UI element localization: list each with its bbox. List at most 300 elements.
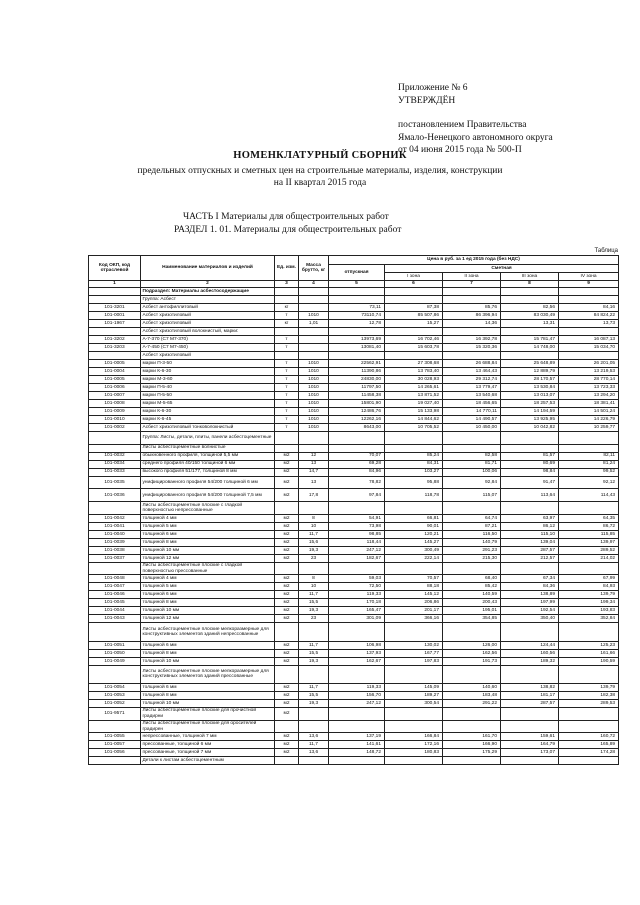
- cell-zone-2: 291,22: [443, 700, 501, 708]
- table-group-row: [89, 432, 619, 445]
- cell-zone-3: 287,57: [501, 700, 559, 708]
- cell-zone-3: 15 781,47: [501, 336, 559, 344]
- cell-zone-2: 354,85: [443, 615, 501, 623]
- empty-cell: [443, 444, 501, 452]
- cell-code: 101-3202: [89, 336, 141, 344]
- cell-release-price: 13081,40: [329, 344, 385, 352]
- cell-unit: м2: [275, 522, 299, 530]
- cell-code: 101-0040: [89, 530, 141, 538]
- table-group-row: [89, 562, 619, 575]
- table-row: [89, 384, 619, 392]
- cell-zone-1: 189,27: [385, 692, 443, 700]
- table-row: [89, 344, 619, 352]
- cell-code: [89, 444, 141, 452]
- table-row: [89, 320, 619, 328]
- cell-zone-3: 113,64: [501, 489, 559, 502]
- cell-name: толщиной 10 мм: [141, 546, 275, 554]
- cell-zone-3: 91,47: [501, 476, 559, 489]
- cell-unit: т: [275, 368, 299, 376]
- subtitle-line-1: предельных отпускных и сметных цен на строительные материалы, изделия, конструкции: [137, 166, 503, 176]
- empty-cell: [501, 665, 559, 683]
- empty-cell: [559, 352, 619, 360]
- cell-zone-2: 116,50: [443, 530, 501, 538]
- decree-line: постановлением Правительства: [398, 120, 527, 130]
- column-number: 5: [329, 281, 385, 288]
- cell-code: 101-0049: [89, 657, 141, 665]
- group-heading: Группа: Асбест: [141, 296, 275, 304]
- cell-mass: 1010: [299, 408, 329, 416]
- empty-cell: [501, 623, 559, 641]
- cell-mass: 13,6: [299, 733, 329, 741]
- cell-name: унифицированного профиля 54/200 толщиной 7,5 мм: [141, 489, 275, 502]
- table-row: [89, 424, 619, 432]
- empty-cell: [559, 328, 619, 336]
- cell-zone-2: 14,36: [443, 320, 501, 328]
- cell-zone-1: 15 133,98: [385, 408, 443, 416]
- cell-zone-3: 84,36: [501, 583, 559, 591]
- cell-zone-1: 15 603,78: [385, 344, 443, 352]
- cell-unit: м2: [275, 452, 299, 460]
- cell-zone-4: 84 824,22: [559, 312, 619, 320]
- cell-zone-3: 350,40: [501, 615, 559, 623]
- approval-block: [398, 82, 628, 157]
- cell-zone-4: 26 201,05: [559, 360, 619, 368]
- table-row: [89, 649, 619, 657]
- cell-name: А-7-370 (С7 М7-370): [141, 336, 275, 344]
- cell-code: 101-0047: [89, 583, 141, 591]
- cell-name: толщиной 12 мм: [141, 615, 275, 623]
- cell-zone-3: 212,57: [501, 554, 559, 562]
- cell-unit: м2: [275, 538, 299, 546]
- cell-unit: м2: [275, 749, 299, 757]
- table-row: [89, 700, 619, 708]
- cell-name: унифицированного профиля 54/200 толщиной 6 мм: [141, 476, 275, 489]
- cell-name: толщиной 4 мм: [141, 514, 275, 522]
- cell-mass: [299, 344, 329, 352]
- cell-unit: т: [275, 408, 299, 416]
- cell-zone-4: 64,35: [559, 514, 619, 522]
- empty-cell: [275, 328, 299, 336]
- cell-zone-4: 289,53: [559, 700, 619, 708]
- cell-release-price: 15801,90: [329, 400, 385, 408]
- cell-mass: 8: [299, 514, 329, 522]
- cell-code: 101-0042: [89, 514, 141, 522]
- empty-cell: [275, 665, 299, 683]
- cell-zone-4: 13 723,33: [559, 384, 619, 392]
- cell-code: 101-0005: [89, 376, 141, 384]
- empty-cell: [385, 288, 443, 296]
- header-zone-1: I зона: [385, 273, 443, 281]
- empty-cell: [299, 296, 329, 304]
- cell-zone-2: 29 312,74: [443, 376, 501, 384]
- price-table: [88, 255, 619, 765]
- cell-unit: м2: [275, 476, 299, 489]
- table-group-row: [89, 720, 619, 733]
- cell-mass: 15,5: [299, 692, 329, 700]
- cell-zone-4: 289,52: [559, 546, 619, 554]
- column-number: 9: [559, 281, 619, 288]
- cell-code: 101-0039: [89, 538, 141, 546]
- table-group-row: [89, 296, 619, 304]
- empty-cell: [329, 562, 385, 575]
- table-row: [89, 684, 619, 692]
- cell-code: 101-0053: [89, 692, 141, 700]
- table-row: [89, 368, 619, 376]
- table-row: [89, 538, 619, 546]
- cell-name: толщиной 10 мм: [141, 700, 275, 708]
- cell-release-price: 59,03: [329, 575, 385, 583]
- empty-cell: [443, 288, 501, 296]
- empty-cell: [275, 720, 299, 733]
- table-row: [89, 575, 619, 583]
- cell-mass: 19,3: [299, 700, 329, 708]
- cell-name: толщиной 12 мм: [141, 554, 275, 562]
- cell-zone-1: 13 871,52: [385, 392, 443, 400]
- cell-zone-1: 145,12: [385, 591, 443, 599]
- cell-name: марки К-6-30: [141, 408, 275, 416]
- cell-unit: м2: [275, 641, 299, 649]
- cell-zone-3: 13,31: [501, 320, 559, 328]
- cell-zone-1: 118,78: [385, 489, 443, 502]
- document-title: НОМЕНКЛАТУРНЫЙ СБОРНИК: [233, 150, 407, 161]
- cell-release-price: 106,98: [329, 641, 385, 649]
- cell-unit: м2: [275, 607, 299, 615]
- cell-zone-3: 181,17: [501, 692, 559, 700]
- cell-zone-4: 16 087,13: [559, 336, 619, 344]
- cell-zone-1: 30 028,93: [385, 376, 443, 384]
- cell-code: 101-0048: [89, 575, 141, 583]
- table-row: [89, 692, 619, 700]
- cell-zone-1: 66,81: [385, 514, 443, 522]
- cell-zone-4: 190,59: [559, 657, 619, 665]
- cell-zone-2: 183,48: [443, 692, 501, 700]
- cell-unit: кг: [275, 304, 299, 312]
- cell-mass: 11,7: [299, 591, 329, 599]
- cell-zone-3: 13 530,84: [501, 384, 559, 392]
- cell-code: [89, 665, 141, 683]
- cell-zone-4: 92,12: [559, 476, 619, 489]
- cell-zone-3: 63,97: [501, 514, 559, 522]
- subtitle-line-2: на II квартал 2015 года: [273, 178, 367, 188]
- cell-release-price: 11390,86: [329, 368, 385, 376]
- header-zone-2: II зона: [443, 273, 501, 281]
- cell-name: Асбест хризотиловый тонковолокнистый: [141, 424, 275, 432]
- empty-cell: [275, 432, 299, 445]
- cell-zone-2: 14 490,57: [443, 416, 501, 424]
- cell-code: [89, 296, 141, 304]
- cell-zone-2: 13 464,43: [443, 368, 501, 376]
- table-group-row: [89, 288, 619, 296]
- cell-zone-3: 98,84: [501, 468, 559, 476]
- cell-name: А-7-450 (С7 М7-450): [141, 344, 275, 352]
- empty-cell: [275, 296, 299, 304]
- empty-cell: [329, 444, 385, 452]
- cell-unit: м2: [275, 700, 299, 708]
- table-row: [89, 641, 619, 649]
- cell-release-price: 22562,91: [329, 360, 385, 368]
- cell-zone-4: 13,73: [559, 320, 619, 328]
- cell-zone-4: 165,89: [559, 741, 619, 749]
- cell-zone-2: 126,00: [443, 641, 501, 649]
- cell-name: высокого профиля 51/177, толщиной 8 мм: [141, 468, 275, 476]
- cell-release-price: 247,12: [329, 546, 385, 554]
- cell-unit: м2: [275, 468, 299, 476]
- table-group-row: [89, 623, 619, 641]
- cell-release-price: 247,12: [329, 700, 385, 708]
- cell-zone-3: 80,69: [501, 460, 559, 468]
- table-body: [89, 288, 619, 765]
- cell-zone-1: 15,27: [385, 320, 443, 328]
- cell-code: 101-0038: [89, 546, 141, 554]
- cell-mass: 1010: [299, 376, 329, 384]
- cell-mass: 1,01: [299, 320, 329, 328]
- table-row: [89, 657, 619, 665]
- empty-cell: [299, 720, 329, 733]
- cell-unit: м2: [275, 615, 299, 623]
- cell-name: непрессованные, толщиной 7 мм: [141, 733, 275, 741]
- cell-zone-3: 14 748,00: [501, 344, 559, 352]
- empty-cell: [559, 288, 619, 296]
- empty-cell: [329, 288, 385, 296]
- cell-zone-3: 12 889,79: [501, 368, 559, 376]
- header-unit: Ед. изм.: [275, 256, 299, 281]
- cell-mass: [299, 708, 329, 721]
- cell-name: Асбест хризотиловый: [141, 320, 275, 328]
- cell-release-price: 141,61: [329, 741, 385, 749]
- cell-zone-4: 139,79: [559, 591, 619, 599]
- cell-mass: 1010: [299, 312, 329, 320]
- column-number: 6: [385, 281, 443, 288]
- cell-name: марки П-5-50: [141, 392, 275, 400]
- cell-name: марки М-3-60: [141, 376, 275, 384]
- cell-code: 101-1967: [89, 320, 141, 328]
- empty-cell: [275, 757, 299, 765]
- cell-zone-1: 366,16: [385, 615, 443, 623]
- cell-zone-1: 16 702,46: [385, 336, 443, 344]
- cell-zone-2: 87,21: [443, 522, 501, 530]
- cell-zone-4: 352,84: [559, 615, 619, 623]
- cell-code: [89, 328, 141, 336]
- cell-code: 101-0033: [89, 468, 141, 476]
- cell-name: толщиной 8 мм: [141, 538, 275, 546]
- empty-cell: [559, 432, 619, 445]
- cell-name: среднего профиля 40/150 толщиной 6 мм: [141, 460, 275, 468]
- empty-cell: [443, 432, 501, 445]
- table-row: [89, 749, 619, 757]
- cell-unit: т: [275, 360, 299, 368]
- cell-zone-2: 86 396,94: [443, 312, 501, 320]
- cell-zone-4: 67,99: [559, 575, 619, 583]
- cell-unit: м2: [275, 741, 299, 749]
- cell-name: прессованные, толщиной 7 мм: [141, 749, 275, 757]
- table-row: [89, 336, 619, 344]
- cell-zone-4: 139,79: [559, 684, 619, 692]
- cell-zone-1: 120,21: [385, 530, 443, 538]
- cell-zone-2: 68,40: [443, 575, 501, 583]
- cell-zone-1: 95,88: [385, 476, 443, 489]
- cell-mass: 11,7: [299, 530, 329, 538]
- cell-mass: 11,7: [299, 741, 329, 749]
- cell-unit: м2: [275, 708, 299, 721]
- cell-zone-4: 15 034,70: [559, 344, 619, 352]
- cell-zone-3: 81,57: [501, 452, 559, 460]
- cell-unit: т: [275, 312, 299, 320]
- table-group-row: [89, 352, 619, 360]
- cell-release-price: 72,50: [329, 583, 385, 591]
- cell-code: 101-0005: [89, 360, 141, 368]
- cell-mass: 13: [299, 460, 329, 468]
- header-code: Код ОКП, код отраслевой: [89, 256, 141, 281]
- cell-zone-4: 14 501,24: [559, 408, 619, 416]
- cell-zone-2: 115,07: [443, 489, 501, 502]
- cell-zone-1: 172,16: [385, 741, 443, 749]
- cell-zone-3: 67,34: [501, 575, 559, 583]
- table-row: [89, 476, 619, 489]
- cell-code: 101-0046: [89, 591, 141, 599]
- cell-zone-2: 13 540,68: [443, 392, 501, 400]
- empty-cell: [385, 623, 443, 641]
- cell-zone-2: 13 779,47: [443, 384, 501, 392]
- cell-mass: 13,6: [299, 749, 329, 757]
- cell-zone-3: 25 648,89: [501, 360, 559, 368]
- table-row: [89, 546, 619, 554]
- cell-name: толщиной 4 мм: [141, 575, 275, 583]
- cell-release-price: 78,82: [329, 476, 385, 489]
- cell-zone-4: 115,85: [559, 530, 619, 538]
- cell-code: 101-0045: [89, 599, 141, 607]
- empty-cell: [299, 328, 329, 336]
- cell-mass: 15,6: [299, 538, 329, 546]
- column-number: 7: [443, 281, 501, 288]
- cell-release-price: 148,72: [329, 749, 385, 757]
- cell-unit: м2: [275, 733, 299, 741]
- empty-cell: [299, 444, 329, 452]
- cell-zone-2: 15 320,36: [443, 344, 501, 352]
- cell-zone-3: 13 013,07: [501, 392, 559, 400]
- cell-zone-2: 85,76: [443, 304, 501, 312]
- region-line: Ямало-Ненецкого автономного округа: [398, 132, 553, 143]
- cell-zone-4: 125,23: [559, 641, 619, 649]
- cell-name: марки П-3-50: [141, 360, 275, 368]
- cell-zone-2: 81,71: [443, 460, 501, 468]
- cell-unit: м2: [275, 684, 299, 692]
- cell-unit: т: [275, 344, 299, 352]
- cell-zone-2: 195,01: [443, 607, 501, 615]
- empty-cell: [275, 562, 299, 575]
- group-heading: Группа: Листы, детали, плиты, панели асбестоцементные: [141, 432, 275, 445]
- empty-cell: [329, 296, 385, 304]
- empty-cell: [559, 623, 619, 641]
- cell-code: [89, 757, 141, 765]
- table-row: [89, 312, 619, 320]
- cell-mass: 12: [299, 452, 329, 460]
- cell-release-price: 170,18: [329, 599, 385, 607]
- cell-release-price: 13973,69: [329, 336, 385, 344]
- cell-zone-2: 82,58: [443, 452, 501, 460]
- cell-zone-2: 100,06: [443, 468, 501, 476]
- cell-zone-3: 82,56: [501, 304, 559, 312]
- cell-name: прессованные, толщиной 6 мм: [141, 741, 275, 749]
- cell-name: толщиной 8 мм: [141, 599, 275, 607]
- cell-zone-4: 84,16: [559, 304, 619, 312]
- empty-cell: [385, 502, 443, 515]
- cell-mass: 1010: [299, 424, 329, 432]
- table-row: [89, 400, 619, 408]
- cell-zone-2: 92,84: [443, 476, 501, 489]
- empty-cell: [299, 757, 329, 765]
- cell-zone-1: 201,17: [385, 607, 443, 615]
- empty-cell: [299, 623, 329, 641]
- cell-code: 101-0041: [89, 522, 141, 530]
- empty-cell: [275, 352, 299, 360]
- cell-name: толщиной 5 мм: [141, 522, 275, 530]
- table-group-row: [89, 502, 619, 515]
- cell-release-price: 156,70: [329, 692, 385, 700]
- table-row: [89, 392, 619, 400]
- table-row: [89, 514, 619, 522]
- cell-release-price: 137,93: [329, 649, 385, 657]
- table-group-row: [89, 444, 619, 452]
- cell-zone-2: 175,29: [443, 749, 501, 757]
- cell-zone-4: 99,52: [559, 468, 619, 476]
- cell-zone-2: [443, 708, 501, 721]
- cell-release-price: 11458,38: [329, 392, 385, 400]
- cell-zone-3: 13 925,95: [501, 416, 559, 424]
- cell-release-price: 137,19: [329, 733, 385, 741]
- column-number: 1: [89, 281, 141, 288]
- empty-cell: [275, 288, 299, 296]
- cell-name: толщиной 8 мм: [141, 692, 275, 700]
- cell-release-price: 69,28: [329, 460, 385, 468]
- cell-code: [89, 562, 141, 575]
- table-row: [89, 522, 619, 530]
- cell-code: 101-0007: [89, 392, 141, 400]
- cell-mass: 1010: [299, 392, 329, 400]
- group-heading: Листы асбестоцементные плоские мелкоразмерные для конструктивных элементов зданий прессованные: [141, 665, 275, 683]
- empty-cell: [299, 665, 329, 683]
- table-row: [89, 489, 619, 502]
- cell-zone-4: [559, 708, 619, 721]
- cell-unit: м2: [275, 575, 299, 583]
- empty-cell: [559, 296, 619, 304]
- header-estimate-price: Сметная: [385, 265, 619, 273]
- cell-zone-4: 82,11: [559, 452, 619, 460]
- cell-code: 101-0036: [89, 489, 141, 502]
- cell-zone-1: 19 027,40: [385, 400, 443, 408]
- header-zone-3: III зона: [501, 273, 559, 281]
- cell-zone-1: 84,31: [385, 460, 443, 468]
- cell-mass: 1010: [299, 384, 329, 392]
- empty-cell: [559, 562, 619, 575]
- cell-zone-4: 161,66: [559, 649, 619, 657]
- cell-zone-2: 162,56: [443, 649, 501, 657]
- cell-unit: м2: [275, 692, 299, 700]
- cell-zone-3: 139,04: [501, 538, 559, 546]
- table-group-row: [89, 328, 619, 336]
- empty-cell: [559, 502, 619, 515]
- empty-cell: [443, 328, 501, 336]
- empty-cell: [299, 352, 329, 360]
- cell-mass: 10: [299, 522, 329, 530]
- cell-unit: м2: [275, 649, 299, 657]
- empty-cell: [501, 288, 559, 296]
- cell-name: марки К-6-45: [141, 416, 275, 424]
- cell-name: толщиной 6 мм: [141, 530, 275, 538]
- cell-release-price: 119,33: [329, 591, 385, 599]
- table-row: [89, 599, 619, 607]
- cell-code: [89, 623, 141, 641]
- column-number: 2: [141, 281, 275, 288]
